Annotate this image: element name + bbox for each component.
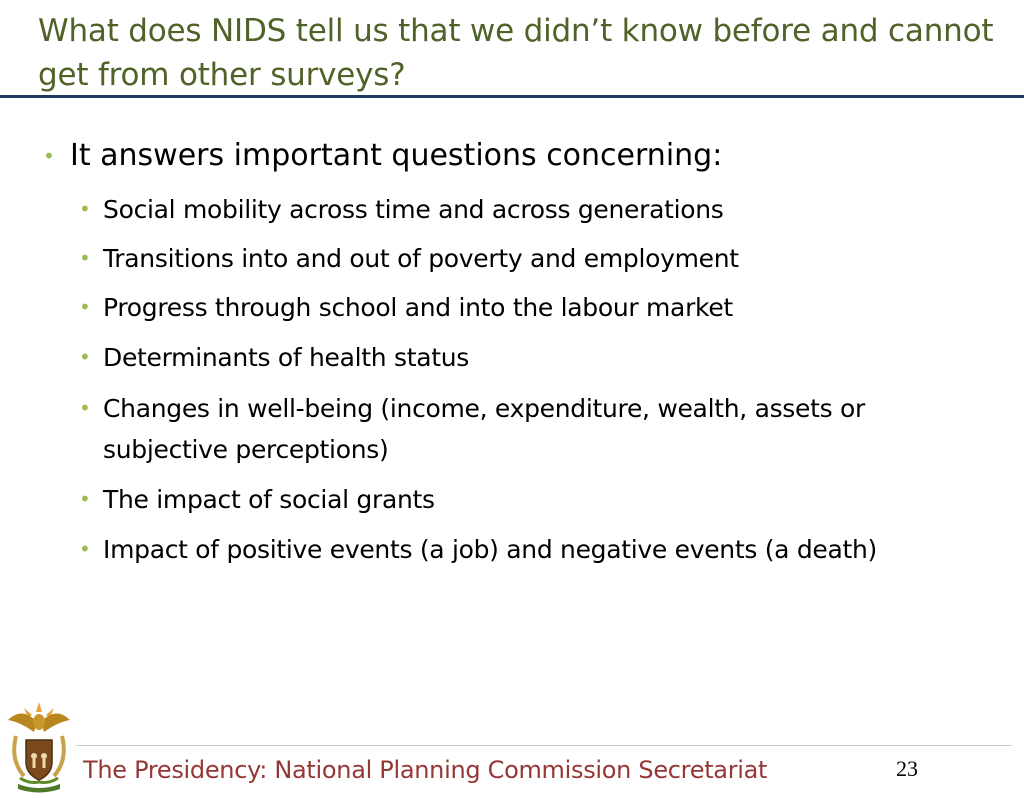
- main-bullet-text: It answers important questions concerning:: [70, 138, 723, 173]
- bullet-dot: •: [79, 295, 91, 319]
- coat-of-arms-icon: [4, 698, 74, 793]
- sub-bullet: [79, 337, 993, 378]
- bullet-dot: •: [79, 487, 91, 511]
- sub-bullet: [79, 238, 993, 279]
- sub-bullet-text: Impact of positive events (a job) and negative events (a death): [103, 535, 877, 564]
- title-divider: [0, 95, 1024, 98]
- slide-title: What does NIDS tell us that we didn’t know before and cannot get from other surveys?: [38, 13, 994, 93]
- sub-bullet-text: Progress through school and into the labour market: [103, 293, 733, 322]
- sub-bullet-text: Determinants of health status: [103, 343, 469, 372]
- sub-bullet: [79, 189, 993, 230]
- sub-bullet-text: Transitions into and out of poverty and employment: [103, 244, 739, 273]
- bullet-dot: •: [79, 246, 91, 270]
- bullet-dot: •: [43, 144, 55, 168]
- bullet-dot: •: [79, 197, 91, 221]
- sub-bullet: [79, 529, 993, 570]
- page-number: 23: [896, 756, 918, 781]
- bullet-dot: •: [79, 396, 91, 420]
- sub-bullet-text: Changes in well-being (income, expenditure, wealth, assets or subjective perceptions): [103, 394, 865, 464]
- sub-bullet-text: Social mobility across time and across generations: [103, 195, 724, 224]
- bullet-dot: •: [79, 537, 91, 561]
- footer-divider: [76, 745, 1012, 746]
- sub-bullet: [79, 287, 993, 328]
- main-bullet: [43, 134, 723, 178]
- footer-title: The Presidency: National Planning Commission Secretariat: [83, 756, 768, 784]
- sub-bullet: [79, 479, 993, 520]
- bullet-dot: •: [79, 345, 91, 369]
- sub-bullet-text: The impact of social grants: [103, 485, 435, 514]
- sub-bullet: [79, 388, 993, 470]
